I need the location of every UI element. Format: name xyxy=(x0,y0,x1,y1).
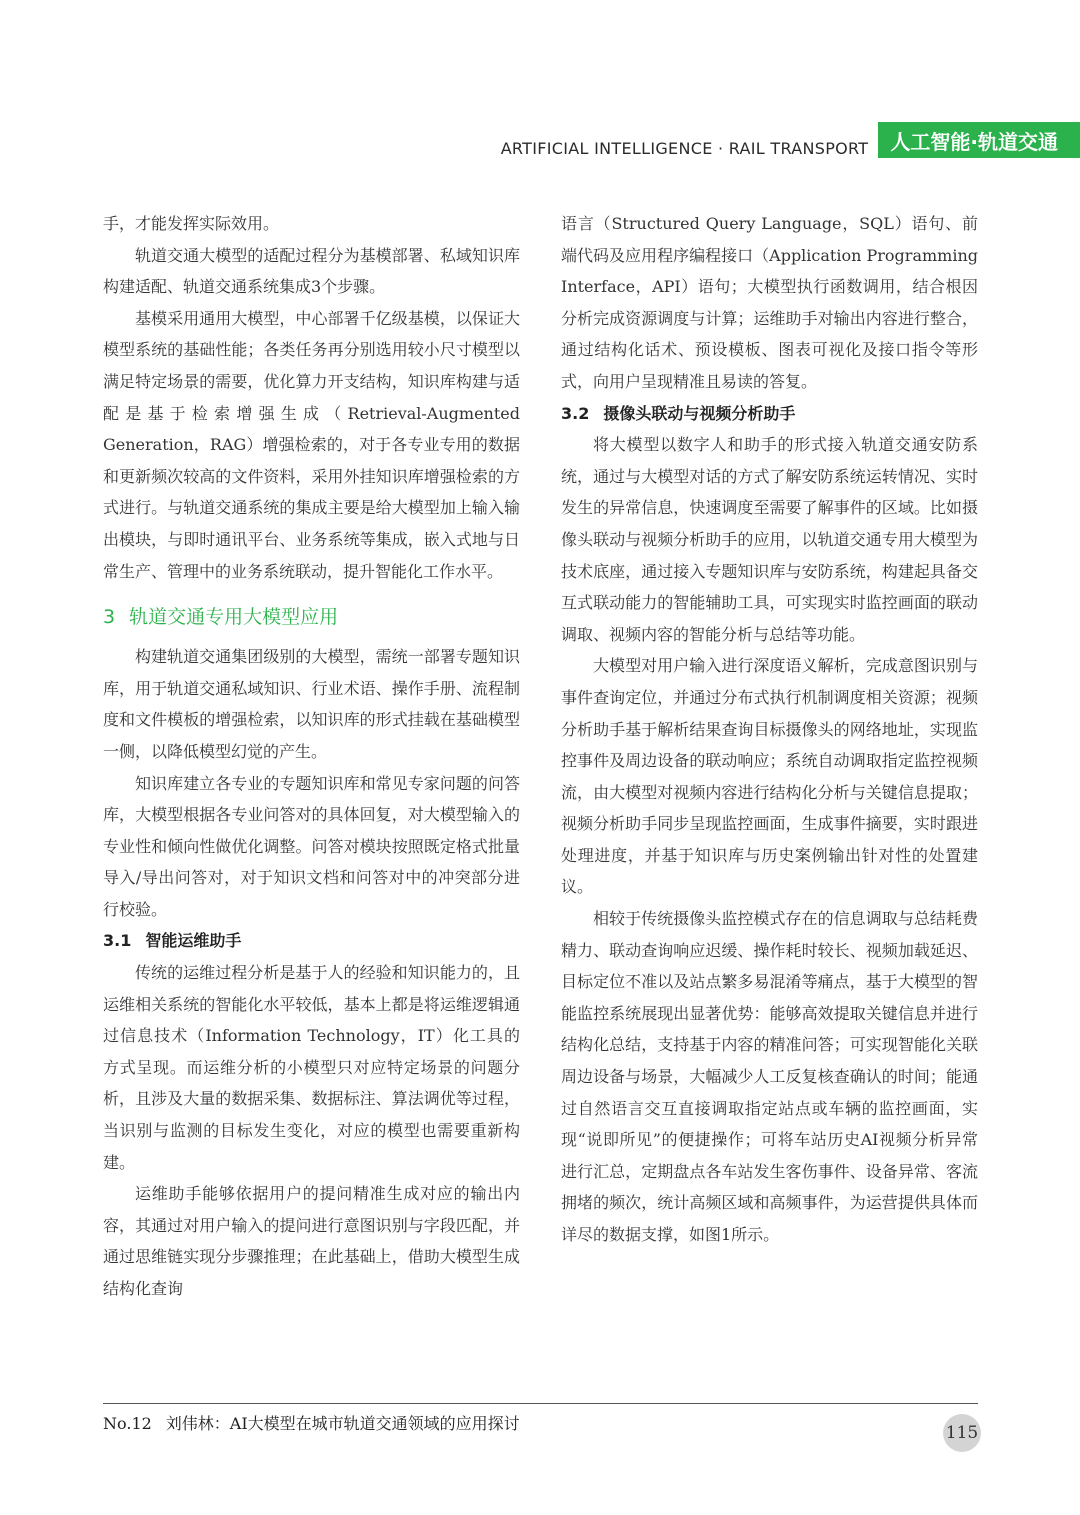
paragraph: 相较于传统摄像头监控模式存在的信息调取与总结耗费精力、联动查询响应迟缓、操作耗时较长、视频加载延迟、目标定位不准以及站点繁多易混淆等痛点，基于大模型的智能监控系统展现出显著优势：能够高效提取关键信息并进行结构化总结，支持基于内容的精准问答；可实现智能化关联周边设备与场景，大幅减少人工反复核查确认的时间；能通过自然语言交互直接调取指定站点或车辆的监控画面，实现“说即所见”的便捷操作；可将车站历史AI视频分析异常进行汇总，定期盘点各车站发生客伤事件、设备异常、客流拥堵的频次，统计高频区域和高频事件，为运营提供具体而详尽的数据支撑，如图1所示。 xyxy=(561,909,978,1244)
subsection-title: 摄像头联动与视频分析助手 xyxy=(603,403,796,423)
subsection-heading xyxy=(103,925,520,957)
section-title: 轨道交通专用大模型应用 xyxy=(129,606,339,629)
paragraph: 基模采用通用大模型，中心部署千亿级基模，以保证大模型系统的基础性能；各类任务再分别选用较小尺寸模型以满足特定场景的需要，优化算力开支结构，知识库构建与适配是基于检索增强生成（Retrieval-Augmented Generation，RAG）增强检索的，对于各专业专用的数据和更新频次较高的文件资料，采用外挂知识库增强检索的方式进行。与轨道交通系统的集成主要是给大模型加上输入输出模块，与即时通讯平台、业务系统等集成，嵌入式地与日常生产、管理中的业务系统联动，提升智能化工作水平。 xyxy=(103,308,520,581)
paragraph: 知识库建立各专业的专题知识库和常见专家问题的问答库，大模型根据各专业问答对的具体回复，对大模型输入的专业性和倾向性做优化调整。问答对模块按照既定格式批量导入/导出问答对，对于知识文档和问答对中的冲突部分进行校验。 xyxy=(103,773,520,919)
paragraph: 语言（Structured Query Language，SQL）语句、前端代码及应用程序编程接口（Application Programming Interface，API）语句；大模型执行函数调用，结合根因分析完成资源调度与计算；运维助手对输出内容进行整合，通过结构化话术、预设模板、图表可视化及接口指令等形式，向用户呈现精准且易读的答复。 xyxy=(561,214,978,391)
page-number: 115 xyxy=(943,1414,981,1452)
paragraph: 构建轨道交通集团级别的大模型，需统一部署专题知识库，用于轨道交通私域知识、行业术语、操作手册、流程制度和文件模板的增强检索，以知识库的形式挂载在基础模型一侧，以降低模型幻觉的产生。 xyxy=(103,647,520,761)
paragraph: 轨道交通大模型的适配过程分为基模部署、私域知识库构建适配、轨道交通系统集成3个步骤。 xyxy=(103,245,520,297)
article-reference: 刘伟林：AI大模型在城市轨道交通领域的应用探讨 xyxy=(165,1414,520,1433)
subsection-title: 智能运维助手 xyxy=(145,931,242,951)
footer-divider xyxy=(103,1403,978,1404)
paragraph: 运维助手能够依据用户的提问精准生成对应的输出内容，其通过对用户输入的提问进行意图识别与字段匹配，并通过思维链实现分步骤推理；在此基础上，借助大模型生成结构化查询 xyxy=(103,1184,520,1298)
paragraph: 传统的运维过程分析是基于人的经验和知识能力的，且运维相关系统的智能化水平较低，基本上都是将运维逻辑通过信息技术（Information Technology，IT）化工具的方式呈现。而运维分析的小模型只对应特定场景的问题分析，且涉及大量的数据采集、数据标注、算法调优等过程，当识别与监测的目标发生变化，对应的模型也需要重新构建。 xyxy=(103,963,520,1172)
section-heading xyxy=(103,601,520,633)
running-header xyxy=(501,122,1080,158)
subsection-heading xyxy=(561,398,978,430)
header-english: ARTIFICIAL INTELLIGENCE · RAIL TRANSPORT xyxy=(500,138,869,158)
header-chinese-banner: 人工智能·轨道交通 xyxy=(878,122,1080,158)
issue-number: No.12 xyxy=(103,1414,152,1433)
left-column xyxy=(103,208,520,1383)
section-number: 3 xyxy=(103,606,116,629)
right-column xyxy=(561,208,978,1383)
footer-citation xyxy=(103,1411,520,1434)
subsection-number: 3.1 xyxy=(103,931,132,951)
paragraph: 大模型对用户输入进行深度语义解析，完成意图识别与事件查询定位，并通过分布式执行机制调度相关资源；视频分析助手基于解析结果查询目标摄像头的网络地址，实现监控事件及周边设备的联动响应；系统自动调取指定监控视频流，由大模型对视频内容进行结构化分析与关键信息提取；视频分析助手同步呈现监控画面，生成事件摘要，实时跟进处理进度，并基于知识库与历史案例输出针对性的处置建议。 xyxy=(561,656,978,897)
subsection-number: 3.2 xyxy=(561,403,590,423)
paragraph: 将大模型以数字人和助手的形式接入轨道交通安防系统，通过与大模型对话的方式了解安防系统运转情况、实时发生的异常信息，快速调度至需要了解事件的区域。比如摄像头联动与视频分析助手的应用，以轨道交通专用大模型为技术底座，通过接入专题知识库与安防系统，构建起具备交互式联动能力的智能辅助工具，可实现实时监控画面的联动调取、视频内容的智能分析与总结等功能。 xyxy=(561,435,978,644)
paragraph: 手，才能发挥实际效用。 xyxy=(103,214,280,233)
